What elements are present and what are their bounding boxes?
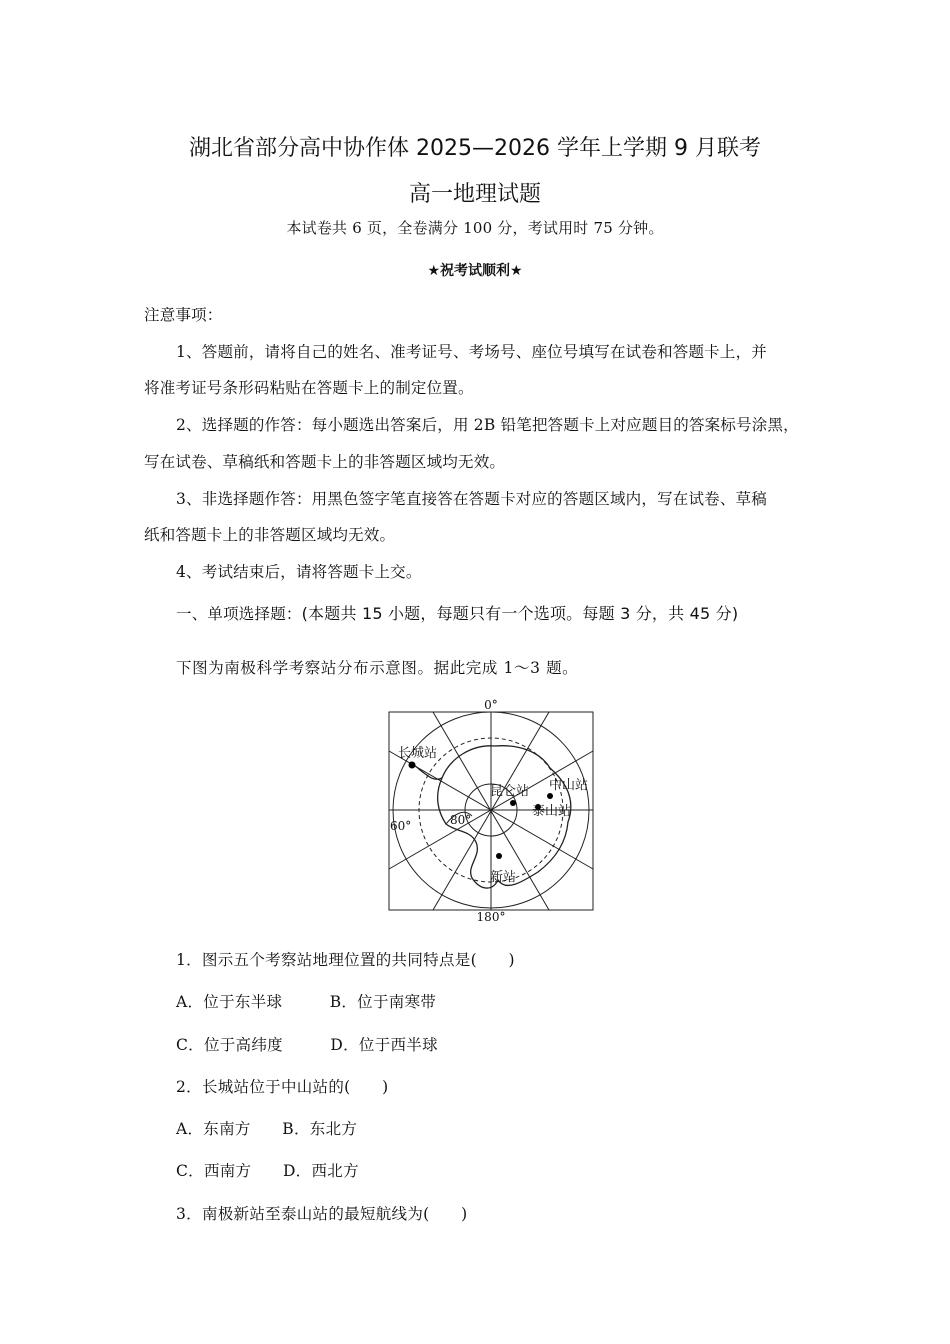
- section-intro: 下图为南极科学考察站分布示意图。据此完成 1～3 题。: [176, 659, 579, 677]
- note-4: 4、考试结束后，请将答题卡上交。: [176, 563, 422, 581]
- wish-line: ★祝考试顺利★: [427, 263, 523, 279]
- antarctica-map: [380, 696, 600, 922]
- note-1-line-2: 将准考证号条形码粘贴在答题卡上的制定位置。: [144, 379, 474, 397]
- question-2-options-ab: A．东南方 B．东北方: [176, 1120, 358, 1138]
- note-2-line-1: 2、选择题的作答：每小题选出答案后，用 2B 铅笔把答题卡上对应题目的答案标号涂黑，: [176, 416, 799, 434]
- station-changcheng-dot: [409, 762, 416, 769]
- station-changcheng-label: 长城站: [398, 746, 438, 761]
- exam-info: 本试卷共 6 页，全卷满分 100 分，考试用时 75 分钟。: [286, 219, 664, 237]
- station-xinzhan-label: 新站: [490, 870, 517, 885]
- exam-subtitle: 高一地理试题: [408, 182, 541, 207]
- question-2-options-cd: C．西南方 D．西北方: [176, 1162, 359, 1180]
- map-label-0: 0°: [484, 698, 498, 712]
- station-zhongshan-dot: [547, 793, 553, 799]
- exam-title: 湖北省部分高中协作体 2025—2026 学年上学期 9 月联考: [189, 136, 761, 161]
- note-3-line-2: 纸和答题卡上的非答题区域均无效。: [144, 526, 396, 544]
- question-1-options-ab: A．位于东半球 B．位于南寒带: [176, 993, 437, 1011]
- note-1-line-1: 1、答题前，请将自己的姓名、准考证号、考场号、座位号填写在试卷和答题卡上，并: [176, 343, 767, 361]
- station-taishan-label: 泰山站: [532, 804, 572, 819]
- notes-heading: 注意事项：: [144, 306, 223, 324]
- section-heading-rule: (本题共 15 小题，每题只有一个选项。每题 3 分，共 45 分): [301, 604, 739, 623]
- station-kunlun-dot: [510, 800, 516, 806]
- section-heading: [176, 601, 738, 624]
- question-3: 3．南极新站至泰山站的最短航线为( ): [176, 1205, 468, 1223]
- note-2-line-2: 写在试卷、草稿纸和答题卡上的非答题区域均无效。: [144, 453, 506, 471]
- section-heading-prefix: 一、单项选择题：: [176, 605, 302, 623]
- question-1: 1．图示五个考察站地理位置的共同特点是( ): [176, 951, 515, 969]
- station-xinzhan-dot: [496, 853, 502, 859]
- question-2: 2．长城站位于中山站的( ): [176, 1078, 389, 1096]
- note-3-line-1: 3、非选择题作答：用黑色签字笔直接答在答题卡对应的答题区域内，写在试卷、草稿: [176, 490, 767, 508]
- map-label-60: 60°: [390, 819, 412, 833]
- station-zhongshan-label: 中山站: [549, 778, 589, 793]
- station-kunlun-label: 昆仑站: [490, 784, 530, 799]
- map-label-180: 180°: [476, 910, 506, 922]
- map-label-80: 80°: [450, 813, 472, 827]
- question-1-options-cd: C．位于高纬度 D．位于西半球: [176, 1036, 438, 1054]
